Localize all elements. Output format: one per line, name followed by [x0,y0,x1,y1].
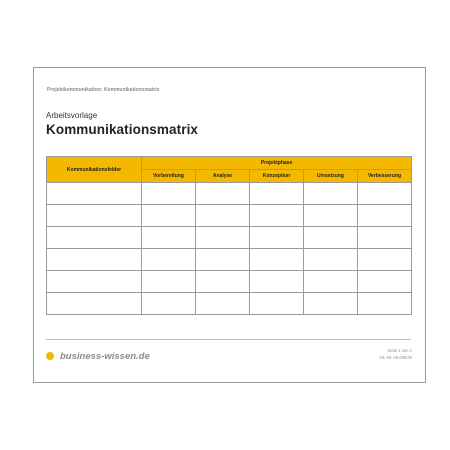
phase-cell[interactable] [196,205,250,227]
table-row [47,227,412,249]
column-header-analyse: Analyse [196,170,250,183]
row-header-cell: Kommunikationsfelder [47,157,142,183]
table-row [47,249,412,271]
brand-logo [46,350,150,362]
phase-cell[interactable] [250,271,304,293]
article-number: Art.-Nr. 06.008.00 [378,355,412,360]
phase-cell[interactable] [196,293,250,315]
phase-cell[interactable] [304,205,358,227]
breadcrumb: Projektkommunikation: Kommunikationsmatrix [47,87,160,93]
phase-cell[interactable] [142,205,196,227]
field-cell[interactable] [47,271,142,293]
page-title: Kommunikationsmatrix [46,122,199,137]
phase-cell[interactable] [196,249,250,271]
phase-cell[interactable] [196,183,250,205]
field-cell[interactable] [47,227,142,249]
phase-cell[interactable] [142,271,196,293]
table-row [47,271,412,293]
phase-cell[interactable] [358,249,412,271]
phase-cell[interactable] [304,293,358,315]
field-cell[interactable] [47,293,142,315]
table-row [47,293,412,315]
column-header-konzeption: Konzeption [250,170,304,183]
phase-cell[interactable] [358,227,412,249]
table-row [47,205,412,227]
phase-cell[interactable] [358,293,412,315]
phase-cell[interactable] [250,227,304,249]
field-cell[interactable] [47,183,142,205]
phase-cell[interactable] [304,249,358,271]
logo-text: business-wissen.de [60,350,150,362]
phase-cell[interactable] [250,205,304,227]
page-info [379,347,412,361]
phase-cell[interactable] [142,183,196,205]
phase-cell[interactable] [304,183,358,205]
communication-matrix-table [46,156,412,315]
column-header-vorbereitung: Vorbereitung [142,170,196,183]
phase-cell[interactable] [196,271,250,293]
phase-cell[interactable] [142,249,196,271]
phase-cell[interactable] [358,183,412,205]
document-sheet [33,67,426,383]
column-header-umsetzung: Umsetzung [304,170,358,183]
phase-cell[interactable] [304,227,358,249]
phase-cell[interactable] [250,183,304,205]
field-cell[interactable] [47,205,142,227]
phase-cell[interactable] [358,271,412,293]
field-cell[interactable] [47,249,142,271]
phase-cell[interactable] [304,271,358,293]
table-row [47,183,412,205]
logo-dot-icon [46,352,54,360]
group-header-cell: Projektphase [142,157,412,170]
page-number: Seite 1 von 1 [387,348,412,353]
document-subtitle: Arbeitsvorlage [46,111,98,120]
phase-cell[interactable] [358,205,412,227]
phase-cell[interactable] [250,249,304,271]
column-header-verbesserung: Verbesserung [358,170,412,183]
phase-cell[interactable] [196,227,250,249]
table-body [47,183,412,315]
footer-divider [46,339,411,340]
phase-cell[interactable] [250,293,304,315]
phase-cell[interactable] [142,227,196,249]
phase-cell[interactable] [142,293,196,315]
